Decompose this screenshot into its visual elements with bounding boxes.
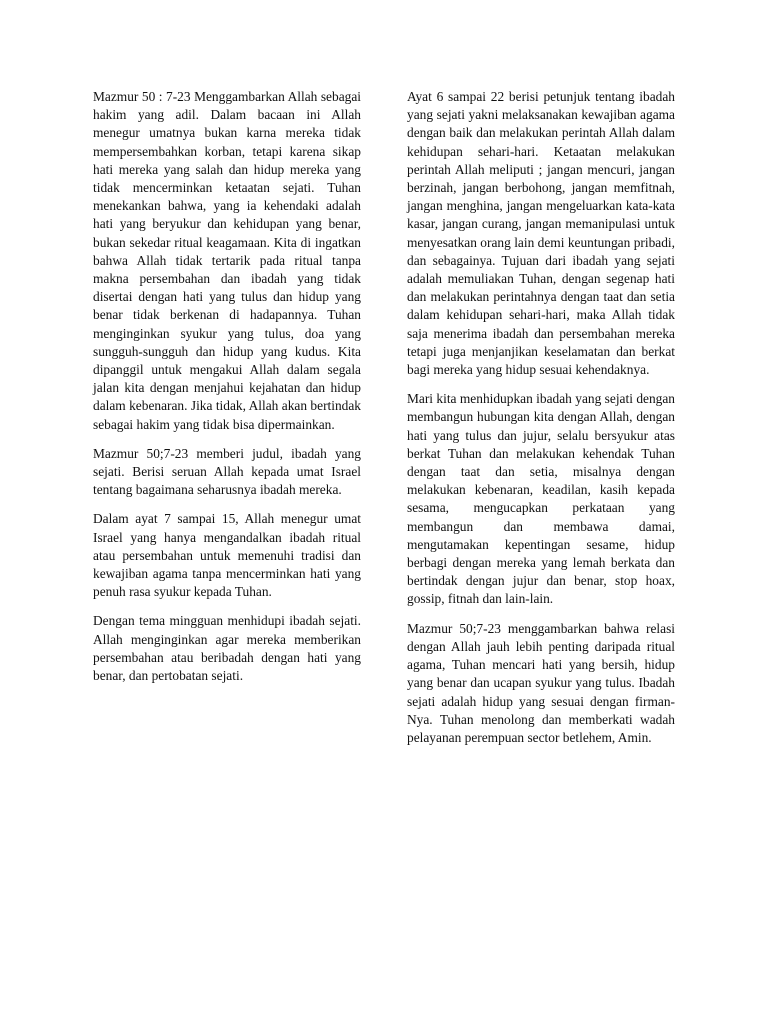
paragraph-weekly-theme: Dengan tema mingguan menhidupi ibadah sejati. Allah menginginkan agar mereka memberikan persembahan atau beribadah dengan hati yang benar, dan pertobatan sejati. [93,613,361,684]
paragraph-conclusion: Mazmur 50;7-23 menggambarkan bahwa relasi dengan Allah jauh lebih penting daripada ritual agama, Tuhan mencari hati yang bersih, hidup yang benar dan ucapan syukur yang tulus. Ibadah sejati adalah hidup yang sesuai dengan firman-Nya. Tuhan menolong dan memberkati wadah pelayanan perempuan sector betlehem, Amin. [407,620,675,745]
paragraph-verses-7-15: Dalam ayat 7 sampai 15, Allah menegur umat Israel yang hanya mengandalkan ibadah ritual atau persembahan untuk memenuhi tradisi dan kewajiban agama tanpa mencerminkan hati yang penuh rasa syukur kepada Tuhan. [93,511,361,600]
paragraph-call-to-action: Mari kita menhidupkan ibadah yang sejati dengan membangun hubungan kita dengan Allah, dengan hati yang tulus dan jujur, selalu bersyukur atas berkat Tuhan dan melakukan kehendak Tuhan dengan taat dan setia, misalnya dengan melakukan kebenaran, keadilan, kasih kepada sesama, mengucapkan perkataan yang membangun dan membawa damai, mengutamakan kepentingan sesame, hidup berbagi dengan mereka yang lemah berkata dan bertindak dengan jujur dan benar, stop hoax, gossip, fitnah dan lain-lain. [407,391,675,607]
paragraph-title-summary: Mazmur 50;7-23 memberi judul, ibadah yang sejati. Berisi seruan Allah kepada umat Israel tentang bagaimana seharusnya ibadah mereka. [93,445,361,498]
paragraph-intro: Mazmur 50 : 7-23 Menggambarkan Allah sebagai hakim yang adil. Dalam bacaan ini Allah menegur umatnya bukan karna mereka tidak mempersembahkan korban, tetapi karena sikap hati mereka yang salah dan hidup mereka yang tidak mencerminkan ketaatan sejati. Tuhan menekankan bahwa, yang ia kehendaki adalah hati yang beryukur dan kehidupan yang benar, bukan sekedar ritual keagamaan. Kita di ingatkan bahwa Allah tidak tertarik pada ritual tanpa makna persembahan dan ibadah yang tidak disertai dengan hati yang tulus dan hidup yang benar tidak berkenan di hadapannya. Tuhan menginginkan syukur yang tulus, doa yang sungguh-sungguh dan hidup yang kudus. Kita dipanggil untuk mengakui Allah dalam segala jalan kita dengan menjahui kejahatan dan hidup dalam kebenaran. Jika tidak, Allah akan bertindak sebagai hakim yang tidak bisa dipermainkan. [93,89,361,432]
left-column [93,88,361,696]
right-column [407,88,675,758]
paragraph-verses-6-22: Ayat 6 sampai 22 berisi petunjuk tentang ibadah yang sejati yakni melaksanakan kewajiban agama dengan baik dan melakukan perintah Allah dalam kehidupan sehari-hari. Ketaatan melakukan perintah Allah meliputi ; jangan mencuri, jangan berzinah, jangan berbohong, jangan memfitnah, jangan menghina, jangan mengeluarkan kata-kata kasar, jangan curang, jangan memanipulasi untuk menyesatkan orang lain demi keuntungan pribadi, dan sebagainya. Tujuan dari ibadah yang sejati adalah memuliakan Tuhan, dengan segenap hati dan melakukan perintahnya dengan taat dan setia dalam kehidupan sehari-hari, maka Allah tidak saja menerima ibadah dan persembahan mereka tetapi juga menjanjikan keselamatan dan berkat bagi mereka yang hidup sesuai kehendaknya. [407,89,675,378]
